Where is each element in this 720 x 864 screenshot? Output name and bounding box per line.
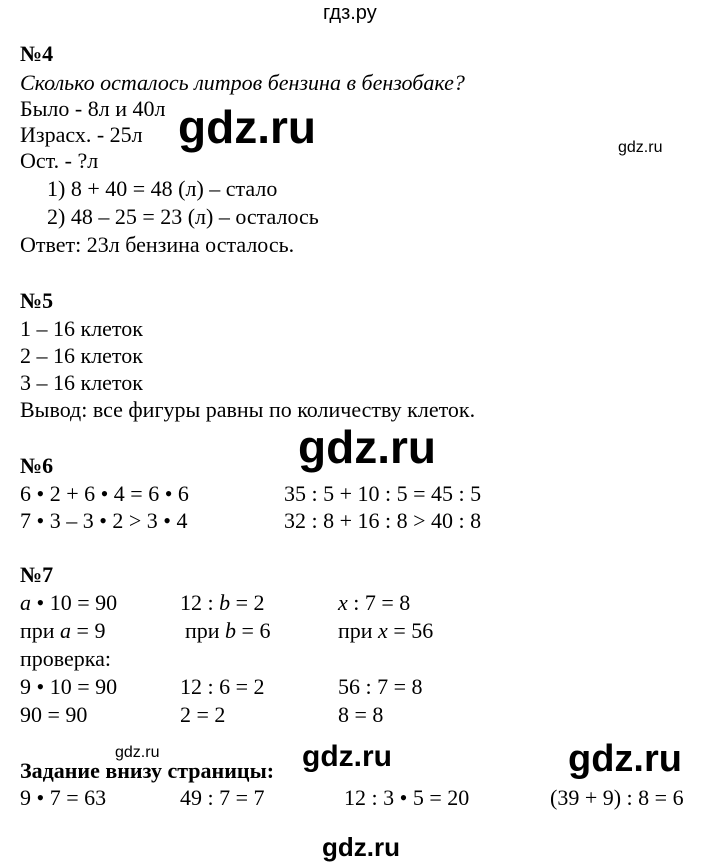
task-7-col1-when: при a = 9 [20,618,106,643]
task-6-left-2: 7 • 3 – 3 • 2 > 3 • 4 [20,508,188,533]
task-4-question: Сколько осталось литров бензина в бензобаке? [20,70,465,95]
task-7-col3-eq: x : 7 = 8 [338,590,411,615]
task-7-col2-when: при b = 6 [185,618,271,643]
task-5-line-2: 2 – 16 клеток [20,343,143,368]
task-5-line-1: 1 – 16 клеток [20,316,143,341]
bottom-task-title: Задание внизу страницы: [20,758,275,783]
task-5-title: №5 [20,288,54,313]
site-header: гдз.ру [323,2,377,24]
task-7-check-label: проверка: [20,646,112,671]
task-7-col3-check: 56 : 7 = 8 [338,674,423,699]
task-7-col3-when: при x = 56 [338,618,434,643]
task-7-col3-res: 8 = 8 [338,702,384,727]
watermark-1: gdz.ru [178,101,316,153]
task-6-right-2: 32 : 8 + 16 : 8 > 40 : 8 [284,508,482,533]
watermark-7: gdz.ru [322,832,400,862]
watermark-5: gdz.ru [302,740,392,773]
task-6-title: №6 [20,453,54,478]
task-7-col1-eq: a • 10 = 90 [20,590,118,615]
task-4-line-2: Израсх. - 25л [20,122,143,147]
task-6-right-1: 35 : 5 + 10 : 5 = 45 : 5 [284,481,482,506]
task-4-title: №4 [20,41,54,66]
watermark-6: gdz.ru [568,738,682,780]
task-7-col2-res: 2 = 2 [180,702,226,727]
task-5-line-3: 3 – 16 клеток [20,370,143,395]
bottom-task-item-3: 12 : 3 • 5 = 20 [344,785,470,810]
watermark-2: gdz.ru [618,139,663,156]
task-6-left-1: 6 • 2 + 6 • 4 = 6 • 6 [20,481,189,506]
bottom-task-item-2: 49 : 7 = 7 [180,785,265,810]
task-4-step-1: 1) 8 + 40 = 48 (л) – стало [47,176,278,201]
task-7-col1-check: 9 • 10 = 90 [20,674,118,699]
task-5-conclusion: Вывод: все фигуры равны по количеству клеток. [20,397,476,422]
task-4-line-3: Ост. - ?л [20,148,99,173]
task-4-answer: Ответ: 23л бензина осталось. [20,232,295,257]
task-4-line-1: Было - 8л и 40л [20,96,166,121]
task-7-title: №7 [20,562,54,587]
watermark-3: gdz.ru [298,421,436,473]
task-7-col1-res: 90 = 90 [20,702,88,727]
task-7-col2-eq: 12 : b = 2 [180,590,265,615]
bottom-task-item-4: (39 + 9) : 8 = 6 [550,785,684,810]
task-7-col2-check: 12 : 6 = 2 [180,674,265,699]
task-4-step-2: 2) 48 – 25 = 23 (л) – осталось [47,204,319,229]
bottom-task-item-1: 9 • 7 = 63 [20,785,107,810]
watermark-4: gdz.ru [115,744,160,761]
